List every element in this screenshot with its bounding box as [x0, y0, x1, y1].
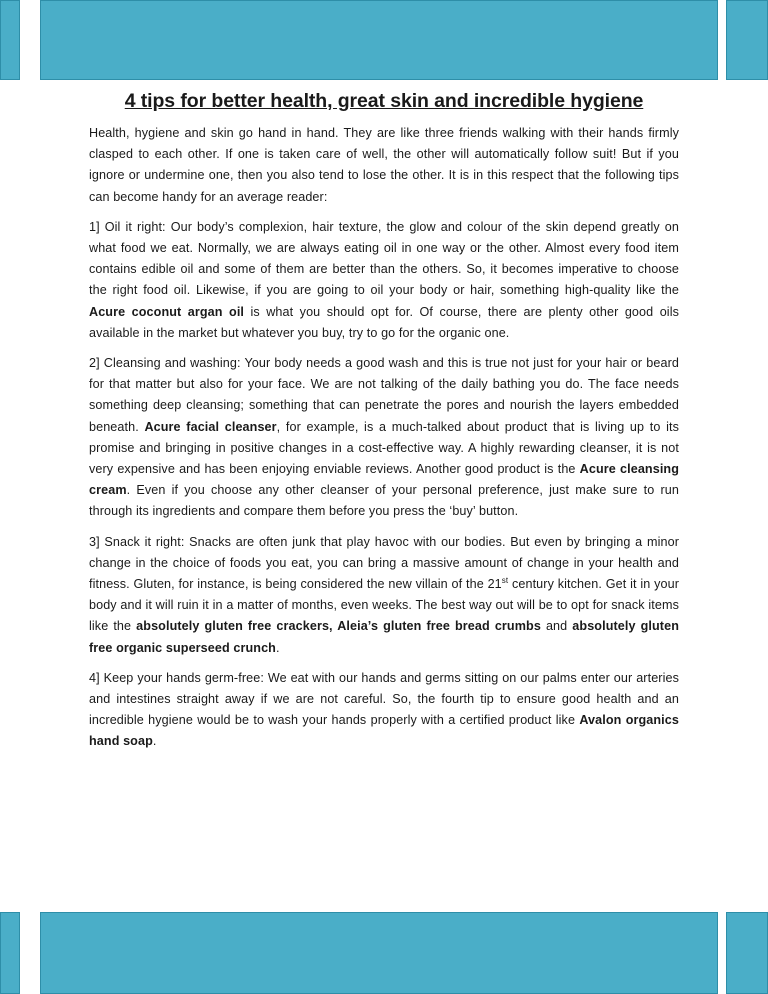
superscript-st: st	[501, 575, 509, 585]
tip-1-paragraph	[89, 217, 679, 344]
tip-2-text-middle: , for example, is a much-talked about product that is living up to its promise and bringing in positive changes in a cost-effective way. A highly rewarding cleanser, it is not very expensive and has been enjoying enviable reviews. Another good product is the	[89, 419, 680, 477]
tip-4-text: 4] Keep your hands germ-free: We eat with our hands and germs sitting on our palms enter our arteries and intestines straight away if we are not careful. So, the fourth tip to ensure good health and an incredible hygiene would be to wash your hands properly with a certified product like	[89, 670, 679, 728]
tip-2-text: 2] Cleansing and washing: Your body needs a good wash and this is true not just for your hair or beard for that matter but also for your face. We are not talking of the daily bathing you do. The face needs something deep cleansing; something that can penetrate the pores and nourish the layers embedded beneath.	[89, 356, 679, 434]
footer-band-left	[0, 912, 20, 994]
tip-4-paragraph	[89, 668, 679, 753]
tip-1-text-end: is what you should opt for. Of course, there are plenty other good oils available in the market but whatever you buy, try to go for the organic one.	[89, 304, 679, 340]
footer-band	[40, 912, 718, 994]
document-body	[89, 90, 679, 762]
tip-3-text-middle: century kitchen. Get it in your body and it will ruin it in a matter of months, even weeks. The best way out will be to opt for snack items like the	[89, 577, 679, 634]
tip-3-paragraph	[89, 532, 679, 659]
header-band-right	[726, 0, 768, 80]
footer-band-right	[726, 912, 768, 994]
product-acure-coconut-argan-oil: Acure coconut argan oil	[89, 304, 245, 319]
tip-1-text: 1] Oil it right: Our body’s complexion, hair texture, the glow and colour of the skin depend greatly on what food we eat. Normally, we are always eating oil in one way or the other. Almost every food item contains edible oil and some of them are better than the others. So, it becomes imperative to choose the right food oil. Likewise, if you are going to oil your body or hair, something high-quality like the	[89, 219, 679, 298]
product-avalon-hand-soap: Avalon organics hand soap	[89, 713, 679, 749]
product-superseed-crunch: absolutely gluten free organic superseed crunch	[89, 619, 679, 655]
tip-4-text-end: .	[152, 734, 157, 749]
page-title: 4 tips for better health, great skin and incredible hygiene	[124, 90, 644, 112]
intro-paragraph: Health, hygiene and skin go hand in hand. They are like three friends walking with their hands firmly clasped to each other. If one is taken care of well, the other will automatically follow suit! But if you ignore or undermine one, then you also tend to lose the other. It is in this respect that the following tips can become handy for an average reader:	[89, 126, 679, 204]
header-band-left	[0, 0, 20, 80]
tip-2-text-end: . Even if you choose any other cleanser of your personal preference, just make sure to run through its ingredients and compare them before you press the ‘buy’ button.	[89, 483, 679, 519]
header-band	[40, 0, 718, 80]
tip-2-paragraph	[89, 353, 679, 523]
product-acure-facial-cleanser: Acure facial cleanser	[144, 419, 277, 434]
tip-3-text: 3] Snack it right: Snacks are often junk that play havoc with our bodies. But even by bringing a minor change in the choice of foods you eat, you can bring a massive amount of change in your health and fitness. Gluten, for instance, is being considered the new villain of the 21	[89, 534, 679, 592]
tip-3-and: and	[540, 619, 573, 634]
tip-3-text-end: .	[275, 640, 280, 655]
product-gluten-free-crackers: absolutely gluten free crackers, Aleia’s gluten free bread crumbs	[136, 619, 541, 634]
product-acure-cleansing-cream: Acure cleansing cream	[89, 462, 679, 498]
